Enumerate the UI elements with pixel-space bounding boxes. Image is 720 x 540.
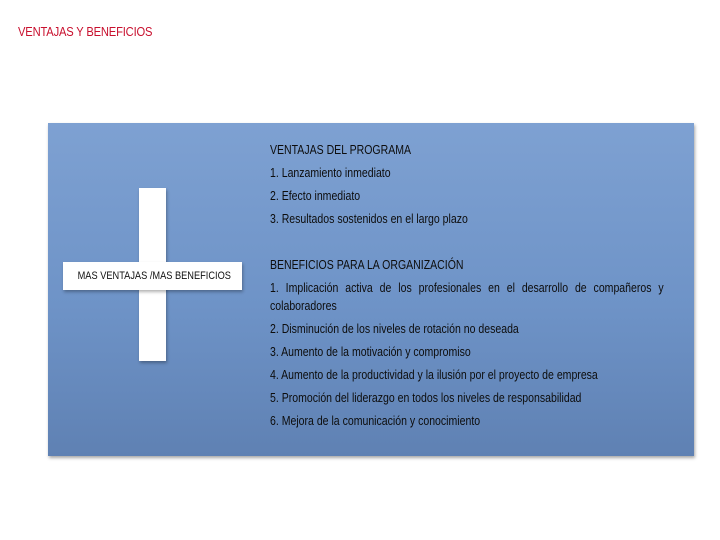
cross-label-text: MAS VENTAJAS /MAS BENEFICIOS [77, 270, 231, 282]
beneficios-item: 1. Implicación activa de los profesionales en el desarrollo de compañeros y colaboradores [270, 280, 664, 313]
beneficios-item: 3. Aumento de la motivación y compromiso [270, 344, 471, 359]
ventajas-heading: VENTAJAS DEL PROGRAMA [270, 142, 412, 157]
section-spacer [270, 230, 664, 253]
beneficios-item: 5. Promoción del liderazgo en todos los niveles de responsabilidad [270, 390, 582, 405]
content-text [270, 138, 664, 432]
beneficios-item: 2. Disminución de los niveles de rotación no deseada [270, 321, 519, 336]
ventajas-item: 1. Lanzamiento inmediato [270, 165, 391, 180]
cross-label [63, 262, 242, 290]
beneficios-heading: BENEFICIOS PARA LA ORGANIZACIÓN [270, 257, 464, 272]
ventajas-item: 3. Resultados sostenidos en el largo plazo [270, 211, 468, 226]
beneficios-item: 6. Mejora de la comunicación y conocimiento [270, 413, 481, 428]
beneficios-item: 4. Aumento de la productividad y la ilusión por el proyecto de empresa [270, 367, 598, 382]
ventajas-item: 2. Efecto inmediato [270, 188, 361, 203]
slide-title: VENTAJAS Y BENEFICIOS [18, 24, 153, 39]
